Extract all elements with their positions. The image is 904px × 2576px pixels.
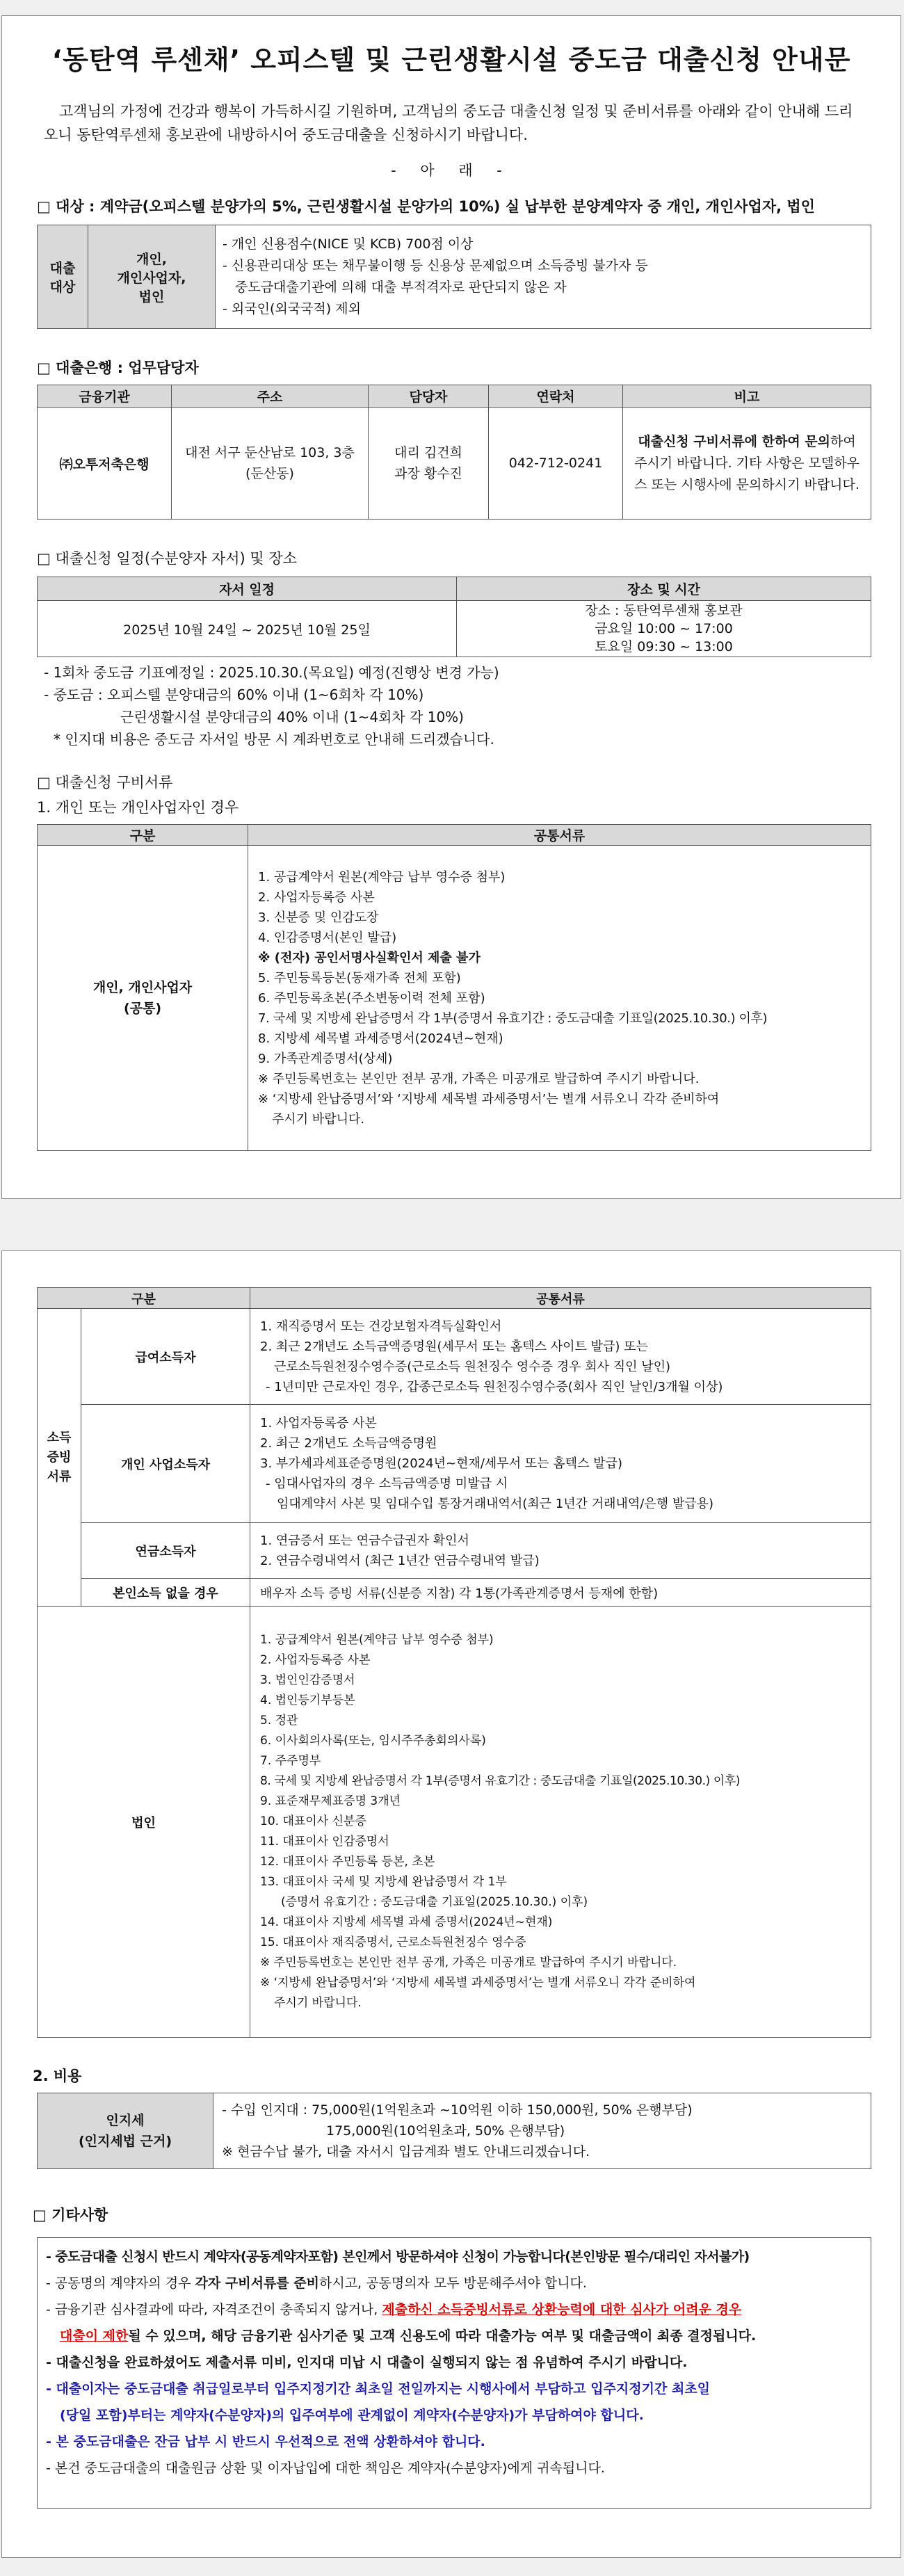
salary-cell (250, 1309, 871, 1405)
etc-line (46, 2323, 862, 2349)
page-title: ‘동탄역 루센채’ 오피스텔 및 근린생활시설 중도금 대출신청 안내문 (51, 45, 851, 75)
bank-note-rest: 하여 주시기 바랍니다. 기타 사항은 모델하우스 또는 시행사에 문의하시기 바랍니다. (634, 433, 859, 492)
list-item: 2. 사업자등록증 사본 (260, 1653, 371, 1667)
target-col2: 개인, 개인사업자, 법인 (88, 225, 216, 329)
list-item: 5. 주민등록등본(동재가족 전체 포함) (258, 970, 461, 985)
bank-heading: □ 대출은행 : 업무담당자 (37, 360, 199, 376)
cost-cell (213, 2093, 871, 2169)
income-header: 구분 (38, 1288, 250, 1309)
bank-address: 대전 서구 둔산남로 103, 3층(둔산동) (172, 408, 369, 520)
list-item: 7. 주주명부 (260, 1754, 321, 1768)
bank-manager: 대리 김건희 과장 황수진 (369, 408, 489, 520)
etc-box (37, 2237, 871, 2509)
list-item: 2. 최근 2개년도 소득금액증명원 (260, 1436, 437, 1451)
etc-text: - 공동명의 계약자의 경우 (46, 2276, 195, 2291)
bank-header: 금융기관 (38, 385, 172, 408)
bank-header: 비고 (623, 385, 871, 408)
salary-list (260, 1317, 865, 1397)
cost-line: - 수입 인지대 : 75,000원(1억원초과 ~10억원 이하 150,000원, 50% 은행부담) (222, 2102, 693, 2118)
schedule-note: * 인지대 비용은 중도금 자서일 방문 시 계좌번호로 안내해 드리겠습니다. (54, 731, 494, 748)
schedule-place-cell (457, 601, 871, 657)
list-item: 2. 연금수령내역서 (최근 1년간 연금수령내역 발급) (260, 1553, 540, 1568)
list-item: 11. 대표이사 인감증명서 (260, 1835, 389, 1849)
list-item: ※ 주민등록번호는 본인만 전부 공개, 가족은 미공개로 발급하여 주시기 바랍니다. (258, 1071, 700, 1086)
bank-header: 연락처 (489, 385, 623, 408)
target-heading: □ 대상 : 계약금(오피스텔 분양가의 5%, 근린생활시설 분양가의 10%) 실 납부한 분양계약자 중 개인, 개인사업자, 법인 (37, 198, 815, 215)
list-item: 1. 공급계약서 원본(계약금 납부 영수증 첨부) (260, 1633, 494, 1647)
docs-list (258, 867, 865, 1129)
bank-name: ㈜오투저축은행 (38, 408, 172, 520)
salary-label: 급여소득자 (81, 1309, 250, 1405)
etc-line-blue: (당일 포함)부터는 계약자(수분양자)의 입주여부에 관계없이 계약자(수분양자)가 부담하여야 합니다. (60, 2408, 644, 2423)
income-group: 소득 증빙 서류 (38, 1309, 81, 1607)
schedule-note: - 중도금 : 오피스텔 분양대금의 60% 이내 (1~6회차 각 10%) (44, 686, 424, 703)
bank-note (623, 408, 871, 520)
target-item: - 개인 신용점수(NICE 및 KCB) 700점 이상 (223, 236, 474, 252)
etc-line: - 중도금대출 신청시 반드시 계약자(공동계약자포함) 본인께서 방문하셔야 신청이 가능합니다(본인방문 필수/대리인 자서불가) (46, 2249, 750, 2264)
list-item: 3. 법인인감증명서 (260, 1673, 355, 1687)
etc-line: - 대출신청을 완료하셨어도 제출서류 미비, 인지대 미납 시 대출이 실행되지 않는 점 유념하여 주시기 바랍니다. (46, 2355, 688, 2370)
list-item: 주시기 바랍니다. (274, 1996, 362, 2010)
target-item: - 외국인(외국국적) 제외 (223, 301, 361, 316)
intro-paragraph: 고객님의 가정에 건강과 행복이 가득하시길 기원하며, 고객님의 중도금 대출신청 일정 및 준비서류를 아래와 같이 안내해 드리오니 동탄역루센채 홍보관에 내방하시어 중도금대출을 신청하시기 바랍니다. (44, 103, 853, 143)
target-item: - 신용관리대상 또는 채무불이행 등 신용상 문제없으며 소득증빙 불가자 등 (223, 258, 648, 273)
cost-heading: 2. 비용 (33, 2068, 82, 2084)
etc-line-blue: - 대출이자는 중도금대출 취급일로부터 입주지정기간 최초일 전일까지는 시행사에서 부담하고 입주지정기간 최초일 (46, 2381, 711, 2397)
docs-header: 공통서류 (248, 825, 871, 846)
business-cell (250, 1405, 871, 1523)
list-item: 12. 대표이사 주민등록 등본, 초본 (260, 1855, 435, 1869)
section-divider-label: - 아 래 - (391, 162, 512, 179)
schedule-header: 자서 일정 (38, 577, 457, 601)
docs-header: 구분 (38, 825, 248, 846)
cost-line: ※ 현금수납 불가, 대출 자서시 입금계좌 별도 안내드리겠습니다. (222, 2144, 590, 2159)
cost-table (37, 2093, 871, 2169)
docs-subheading: 1. 개인 또는 개인사업자인 경우 (37, 799, 239, 816)
schedule-note: 근린생활시설 분양대금의 40% 이내 (1~4회차 각 10%) (120, 709, 464, 725)
list-item: 15. 대표이사 재직증명서, 근로소득원천징수 영수증 (260, 1935, 526, 1949)
list-item: 3. 부가세과세표준증명원(2024년~현재/세무서 또는 홈텍스 발급) (260, 1456, 622, 1471)
list-item: 14. 대표이사 지방세 세목별 과세 증명서(2024년~현재) (260, 1915, 553, 1929)
bank-table (37, 385, 871, 520)
list-item: 5. 정관 (260, 1714, 298, 1728)
list-item: ※ 주민등록번호는 본인만 전부 공개, 가족은 미공개로 발급하여 주시기 바랍니다. (260, 1956, 677, 1970)
schedule-table (37, 577, 871, 657)
document-page-1 (1, 15, 901, 1199)
list-item: 4. 인감증명서(본인 발급) (258, 930, 397, 945)
list-item: 주시기 바랍니다. (272, 1111, 365, 1127)
etc-text-bold: 각자 구비서류를 준비 (195, 2276, 319, 2291)
bank-header: 주소 (172, 385, 369, 408)
etc-heading: □ 기타사항 (33, 2207, 108, 2223)
cost-label: 인지세 (인지세법 근거) (38, 2093, 213, 2169)
business-list (260, 1413, 865, 1514)
list-item: 9. 표준재무제표증명 3개년 (260, 1794, 401, 1808)
bank-phone: 042-712-0241 (489, 408, 623, 520)
document-page-2 (1, 1250, 901, 2558)
list-item: 2. 사업자등록증 사본 (258, 889, 375, 905)
target-item: 중도금대출기관에 의해 대출 부적격자로 판단되지 않은 자 (235, 280, 567, 295)
list-item: 1. 사업자등록증 사본 (260, 1416, 377, 1431)
docs-table (37, 824, 871, 1151)
list-item: - 1년미만 근로자인 경우, 갑종근로소득 원천징수영수증(회사 직인 날인/3개월 이상) (266, 1379, 723, 1394)
income-table (37, 1287, 871, 2038)
list-item: 8. 지방세 세목별 과세증명서(2024년~현재) (258, 1031, 503, 1046)
list-item: 6. 주민등록초본(주소변동이력 전체 포함) (258, 990, 485, 1006)
pension-label: 연금소득자 (81, 1523, 250, 1579)
list-item: ※ (전자) 공인서명사실확인서 제출 불가 (258, 950, 481, 965)
income-header: 공통서류 (250, 1288, 871, 1309)
etc-text-bold: 될 수 있으며, 해당 금융기관 심사기준 및 고객 신용도에 따라 대출가능 여부 및 대출금액이 최종 결정됩니다. (128, 2328, 757, 2344)
list-item: - 임대사업자의 경우 소득금액증명 미발급 시 (266, 1476, 508, 1491)
no-income-label: 본인소득 없을 경우 (81, 1579, 250, 1607)
list-item: 1. 재직증명서 또는 건강보험자격득실확인서 (260, 1319, 502, 1334)
etc-line: - 본건 중도금대출의 대출원금 상환 및 이자납입에 대한 책임은 계약자(수분양자)에게 귀속됩니다. (46, 2461, 605, 2476)
etc-text-red: 대출이 제한 (60, 2328, 129, 2344)
schedule-notes (44, 661, 499, 750)
etc-line (46, 2270, 862, 2296)
docs-heading: □ 대출신청 구비서류 (37, 774, 173, 791)
list-item: 4. 법인등기부등본 (260, 1693, 355, 1707)
cost-line: 175,000원(10억원초과, 50% 은행부담) (326, 2123, 565, 2139)
schedule-period: 2025년 10월 24일 ~ 2025년 10월 25일 (38, 601, 457, 657)
bank-header: 담당자 (369, 385, 489, 408)
no-income-text: 배우자 소득 증빙 서류(신분증 지참) 각 1통(가족관계증명서 등재에 한함) (250, 1579, 871, 1607)
list-item: 2. 최근 2개년도 소득금액증명원(세무서 또는 홈텍스 사이트 발급) 또는 (260, 1339, 648, 1354)
etc-text: 하시고, 공동명의자 모두 방문해주셔야 합니다. (318, 2276, 587, 2291)
corp-list (260, 1630, 865, 2013)
schedule-saturday: 토요일 09:30 ~ 13:00 (595, 639, 733, 654)
bank-note-bold: 대출신청 구비서류에 한하여 문의 (638, 433, 831, 449)
etc-text: - 금융기관 심사결과에 따라, 자격조건이 충족되지 않거나, (46, 2302, 382, 2317)
etc-line-blue: - 본 중도금대출은 잔금 납부 시 반드시 우선적으로 전액 상환하셔야 합니다. (46, 2434, 485, 2449)
schedule-heading: □ 대출신청 일정(수분양자 자서) 및 장소 (37, 550, 297, 567)
corp-cell (250, 1607, 871, 2038)
list-item: 8. 국세 및 지방세 완납증명서 각 1부(증명서 유효기간 : 중도금대출 기표일(2025.10.30.) 이후) (260, 1774, 741, 1788)
list-item: 7. 국세 및 지방세 완납증명서 각 1부(증명서 유효기간 : 중도금대출 기표일(2025.10.30.) 이후) (258, 1011, 768, 1026)
etc-line (46, 2296, 862, 2323)
pension-cell (250, 1523, 871, 1579)
etc-text-red: 제출하신 소득증빙서류로 상환능력에 대한 심사가 어려운 경우 (382, 2302, 742, 2317)
list-item: 1. 연금증서 또는 연금수급권자 확인서 (260, 1533, 469, 1548)
list-item: 13. 대표이사 국세 및 지방세 완납증명서 각 1부 (260, 1875, 507, 1889)
business-label: 개인 사업소득자 (81, 1405, 250, 1523)
list-item: 10. 대표이사 신분증 (260, 1814, 366, 1828)
target-table (37, 225, 871, 329)
pension-list (260, 1531, 865, 1571)
schedule-note: - 1회차 중도금 기표예정일 : 2025.10.30.(목요일) 예정(진행상 변경 가능) (44, 664, 499, 681)
docs-label: 개인, 개인사업자 (공통) (38, 846, 248, 1151)
list-item: 6. 이사회의사록(또는, 임시주주총회의사록) (260, 1734, 486, 1748)
list-item: 1. 공급계약서 원본(계약금 납부 영수증 첨부) (258, 869, 506, 885)
list-item: ※ ‘지방세 완납증명서’와 ‘지방세 세목별 과세증명서’는 별개 서류오니 각각 준비하여 (258, 1091, 720, 1106)
list-item: 3. 신분증 및 인감도장 (258, 910, 379, 925)
schedule-friday: 금요일 10:00 ~ 17:00 (595, 621, 733, 636)
list-item: 9. 가족관계증명서(상세) (258, 1051, 393, 1066)
corp-label: 법인 (38, 1607, 250, 2038)
docs-list-cell (248, 846, 871, 1151)
list-item: 근로소득원천징수영수증(근로소득 원천징수 영수증 경우 회사 직인 날인) (274, 1359, 671, 1374)
schedule-header: 장소 및 시간 (457, 577, 871, 601)
list-item: 임대계약서 사본 및 임대수입 통장거래내역서(최근 1년간 거래내역/은행 발급용) (277, 1497, 714, 1511)
list-item: ※ ‘지방세 완납증명서’와 ‘지방세 세목별 과세증명서’는 별개 서류오니 각각 준비하여 (260, 1976, 696, 1990)
target-col1: 대출 대상 (38, 225, 88, 329)
schedule-place: 장소 : 동탄역루센채 홍보관 (585, 603, 743, 618)
target-criteria (216, 225, 871, 329)
list-item: (증명서 유효기간 : 중도금대출 기표일(2025.10.30.) 이후) (281, 1895, 588, 1909)
